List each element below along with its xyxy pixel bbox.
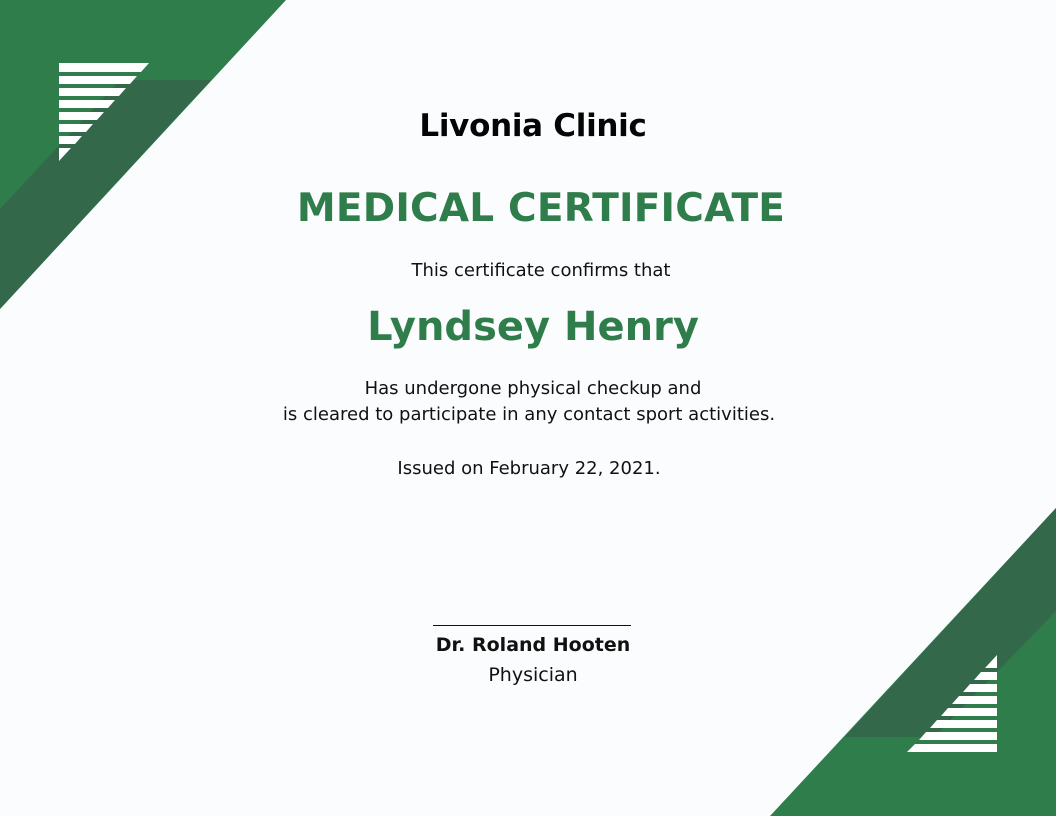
certificate-body-line-1: Has undergone physical checkup and [364,378,702,399]
signature-line [433,625,631,626]
bottom-right-green-band [770,508,1056,816]
certificate-intro: This certificate confirms that [411,260,671,281]
certificate-title: MEDICAL CERTIFICATE [296,186,786,231]
clinic-name: Livonia Clinic [419,108,647,144]
signer-role: Physician [488,664,578,686]
recipient-name: Lyndsey Henry [367,304,699,350]
certificate-body-line-2: is cleared to participate in any contact sport activities. [282,404,776,425]
signer-name: Dr. Roland Hooten [435,634,631,656]
issue-date: Issued on February 22, 2021. [397,458,661,479]
